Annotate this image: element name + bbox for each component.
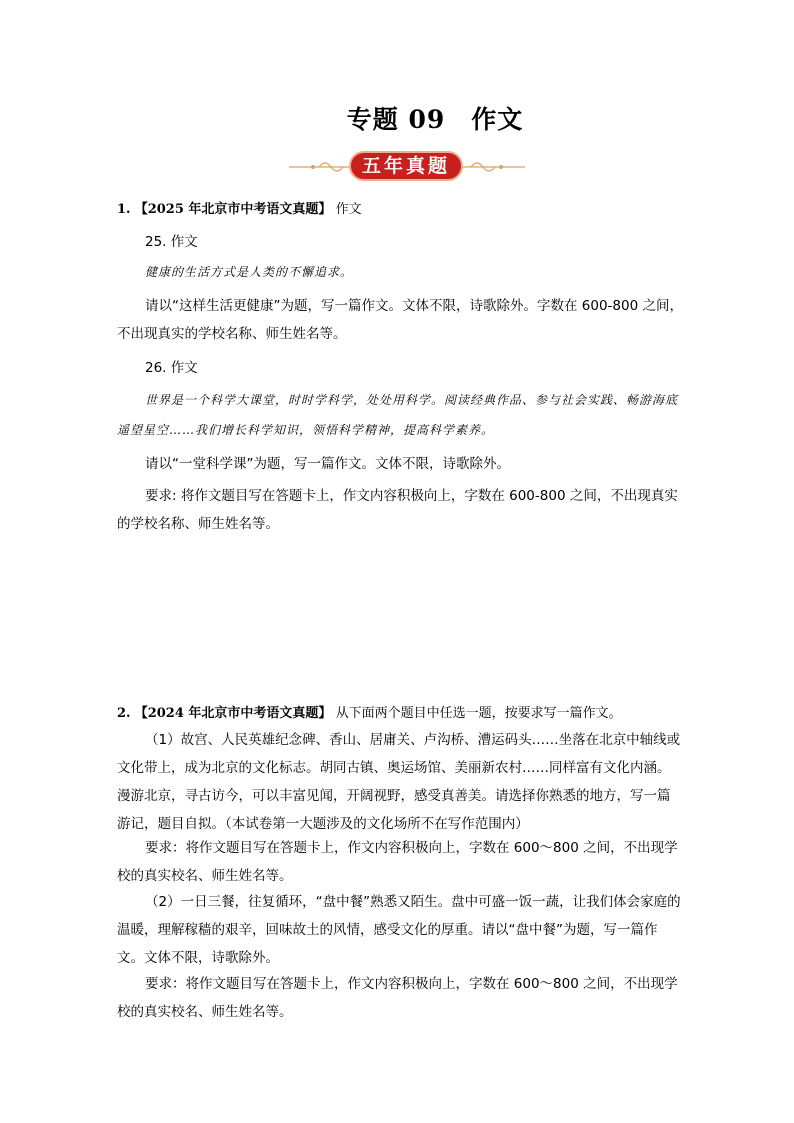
item-26-requirement: 要求: 将作文题目写在答题卡上，作文内容积极向上，字数在 600-800 之间，不出现真实的学校名称、师生姓名等。 <box>117 488 678 532</box>
question-2-heading <box>117 700 683 728</box>
question-topic: 作文 <box>335 202 362 217</box>
option-1-text: （1）故宫、人民英雄纪念碑、香山、居庸关、卢沟桥、漕运码头……坐落在北京中轴线或文化带上，成为北京的文化标志。胡同古镇、奥运场馆、美丽新农村……同样富有文化内涵。漫游北京，寻古访今，可以丰富见闻，开阔视野，感受真善美。请选择你熟悉的地方，写一篇游记，题目自拟。（本试卷第一大题涉及的文化场所不在写作范围内） <box>117 732 681 832</box>
item-25-label: 25. 作文 <box>145 234 198 250</box>
question-number: 2. <box>117 706 131 721</box>
question-1-heading <box>117 196 683 224</box>
question-intro: 从下面两个题目中任选一题，按要求写一篇作文。 <box>335 706 622 721</box>
question-number: 1. <box>117 202 131 217</box>
option-2-text: （2）一日三餐，往复循环，“盘中餐”熟悉又陌生。盘中可盛一饭一蔬，让我们体会家庭的温暖，理解稼穑的艰辛，回味故土的风情，感受文化的厚重。请以“盘中餐”为题，写一篇作文。文体不限，诗歌除外。 <box>117 894 681 966</box>
question-source: 【2024 年北京市中考语文真题】 <box>134 706 332 721</box>
item-25-prompt: 请以“这样生活更健康”为题，写一篇作文。文体不限，诗歌除外。字数在 600-800 之间，不出现真实的学校名称、师生姓名等。 <box>117 298 683 342</box>
option-1-requirement: 要求：将作文题目写在答题卡上，作文内容积极向上，字数在 600～800 之间，不出现学校的真实校名、师生姓名等。 <box>117 840 678 884</box>
item-25-lead: 健康的生活方式是人类的不懈追求。 <box>145 265 354 279</box>
section-banner <box>289 150 525 184</box>
item-26-lead: 世界是一个科学大课堂，时时学科学，处处用科学。阅读经典作品、参与社会实践、畅游海底遥望星空……我们增长科学知识，领悟科学精神，提高科学素养。 <box>117 393 679 437</box>
question-source: 【2025 年北京市中考语文真题】 <box>134 202 332 217</box>
page-title: 专题 09 作文 <box>346 105 524 134</box>
item-26-label: 26. 作文 <box>145 360 198 376</box>
option-2-requirement: 要求：将作文题目写在答题卡上，作文内容积极向上，字数在 600～800 之间，不出现学校的真实校名、师生姓名等。 <box>117 976 678 1020</box>
item-26-prompt: 请以“一堂科学课”为题，写一篇作文。文体不限，诗歌除外。 <box>145 456 510 472</box>
five-year-exam-badge: 五年真题 <box>349 151 463 181</box>
